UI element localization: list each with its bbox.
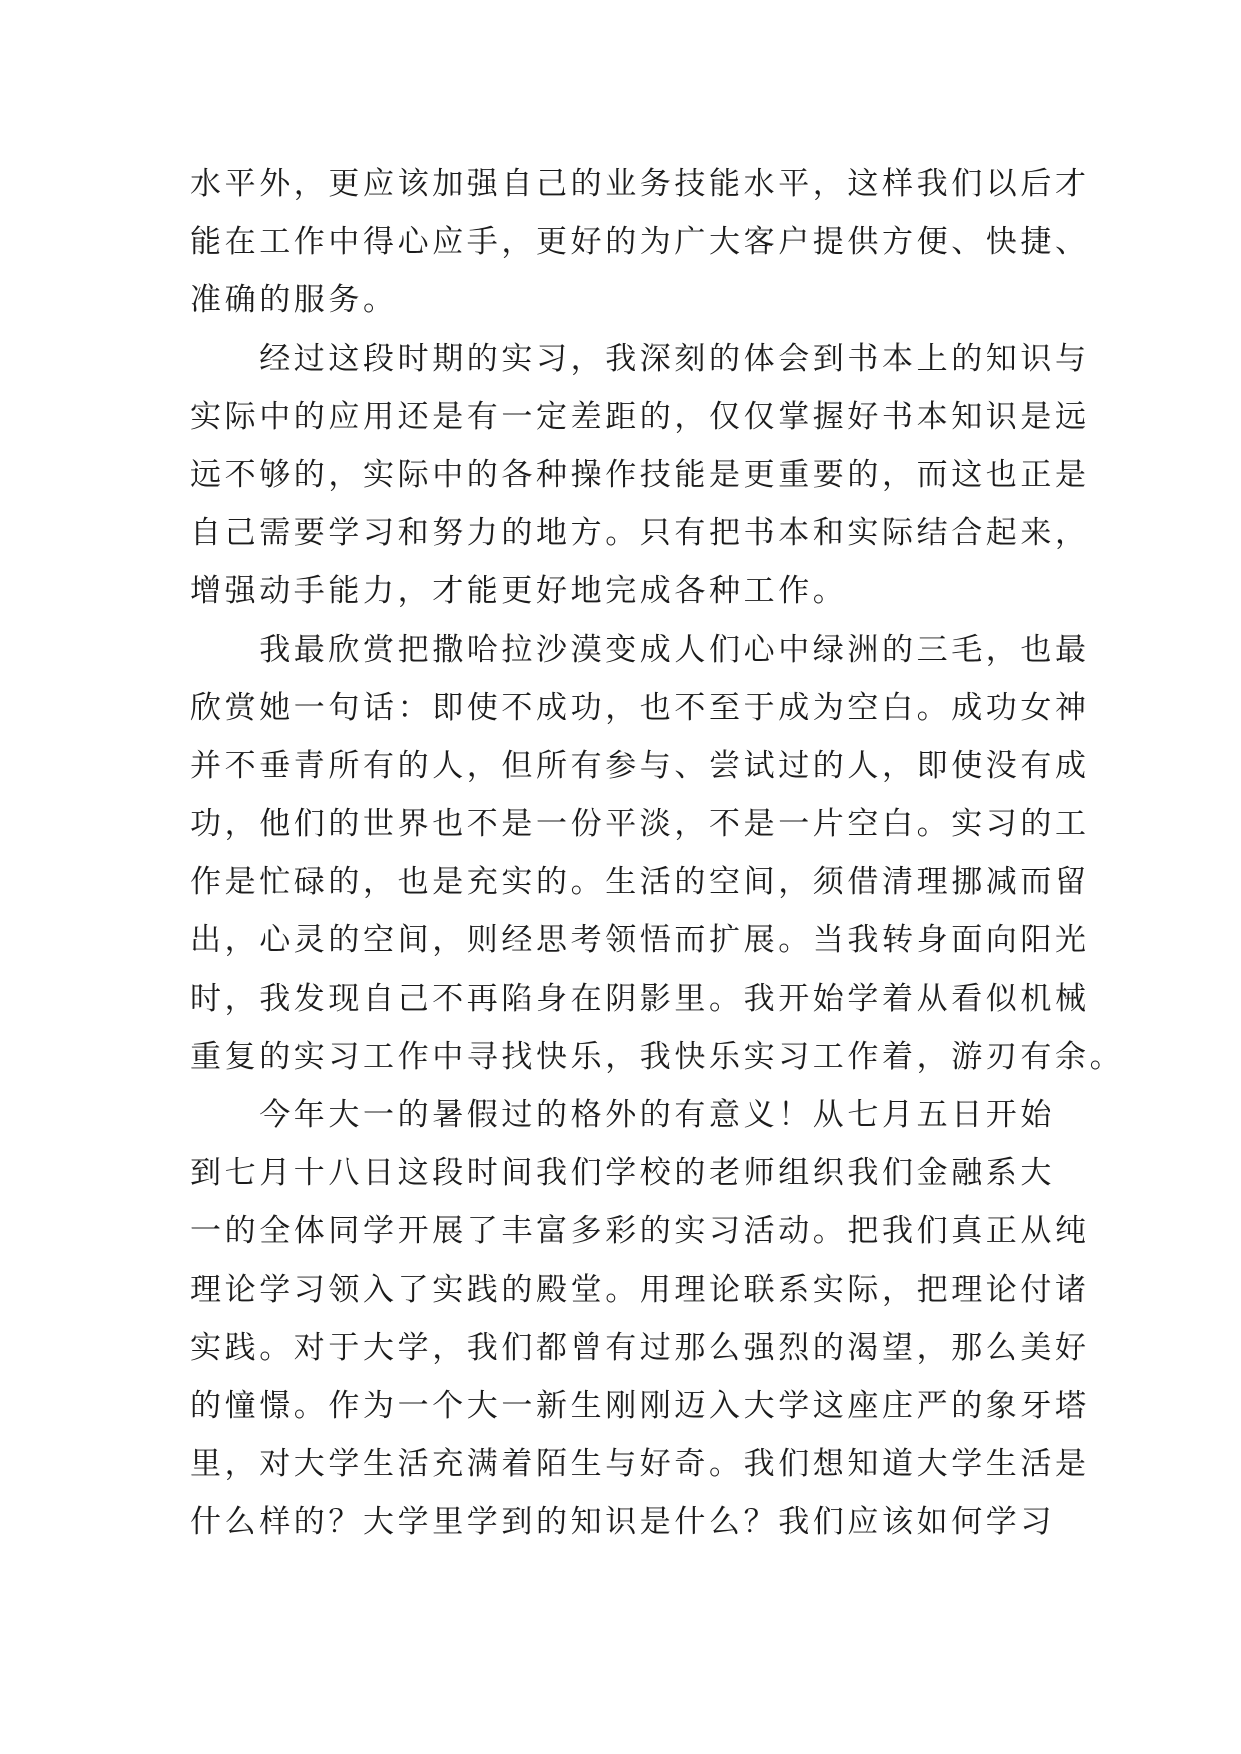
text-line: 什么样的？大学里学到的知识是什么？我们应该如何学习 xyxy=(190,1504,1055,1541)
text-line: 能在工作中得心应手，更好的为广大客户提供方便、快捷、 xyxy=(190,224,1090,261)
text-line: 实践。对于大学，我们都曾有过那么强烈的渴望，那么美好 xyxy=(190,1329,1090,1366)
body-text xyxy=(190,155,1240,1552)
text-line: 我最欣赏把撒哈拉沙漠变成人们心中绿洲的三毛，也最 xyxy=(190,631,1090,668)
text-line: 自己需要学习和努力的地方。只有把书本和实际结合起来， xyxy=(190,515,1090,552)
text-line: 里，对大学生活充满着陌生与好奇。我们想知道大学生活是 xyxy=(190,1446,1090,1483)
text-line: 准确的服务。 xyxy=(190,282,398,319)
text-line: 出，心灵的空间，则经思考领悟而扩展。当我转身面向阳光 xyxy=(190,922,1090,959)
text-line: 一的全体同学开展了丰富多彩的实习活动。把我们真正从纯 xyxy=(190,1213,1090,1250)
text-line: 的憧憬。作为一个大一新生刚刚迈入大学这座庄严的象牙塔 xyxy=(190,1387,1090,1424)
text-line: 远不够的，实际中的各种操作技能是更重要的，而这也正是 xyxy=(190,456,1090,493)
text-line: 欣赏她一句话：即使不成功，也不至于成为空白。成功女神 xyxy=(190,689,1090,726)
text-line: 经过这段时期的实习，我深刻的体会到书本上的知识与 xyxy=(190,340,1090,377)
text-line: 时，我发现自己不再陷身在阴影里。我开始学着从看似机械 xyxy=(190,980,1090,1017)
text-line: 实际中的应用还是有一定差距的，仅仅掌握好书本知识是远 xyxy=(190,398,1090,435)
text-line: 增强动手能力，才能更好地完成各种工作。 xyxy=(190,573,848,610)
text-line: 重复的实习工作中寻找快乐，我快乐实习工作着，游刃有余。 xyxy=(190,1038,1125,1075)
text-line: 今年大一的暑假过的格外的有意义！从七月五日开始 xyxy=(190,1097,1055,1133)
text-line: 功，他们的世界也不是一份平淡，不是一片空白。实习的工 xyxy=(190,806,1090,843)
text-line: 水平外，更应该加强自己的业务技能水平，这样我们以后才 xyxy=(190,166,1090,202)
text-line: 理论学习领入了实践的殿堂。用理论联系实际，把理论付诸 xyxy=(190,1271,1090,1308)
text-line: 到七月十八日这段时间我们学校的老师组织我们金融系大 xyxy=(190,1155,1055,1192)
text-line: 作是忙碌的，也是充实的。生活的空间，须借清理挪减而留 xyxy=(190,864,1090,901)
text-line: 并不垂青所有的人，但所有参与、尝试过的人，即使没有成 xyxy=(190,747,1090,784)
